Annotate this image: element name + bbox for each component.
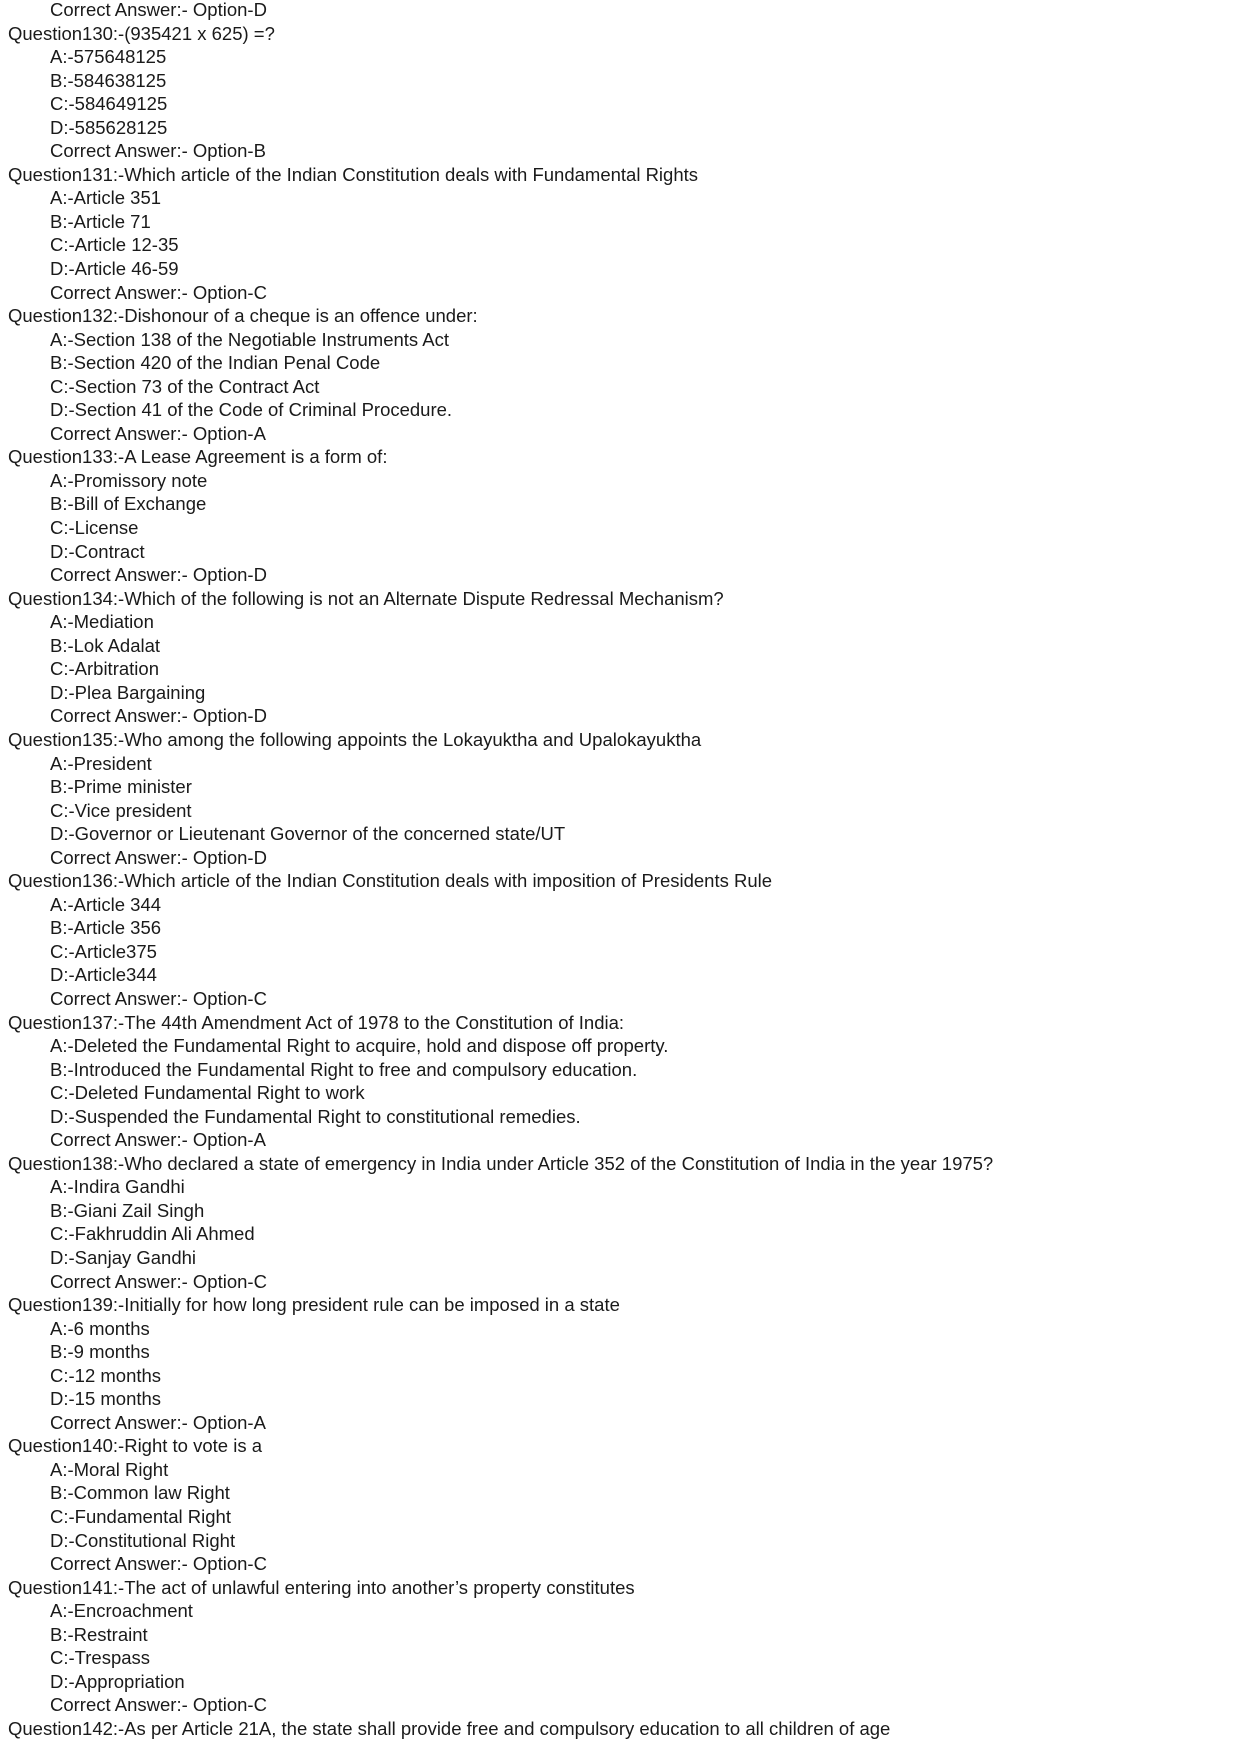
previous-correct-answer: Correct Answer:- Option-D (50, 0, 267, 20)
question-text: Question132:-Dishonour of a cheque is an offence under: (8, 305, 478, 327)
option-c: C:-Trespass (50, 1647, 151, 1669)
option-a: A:-Moral Right (50, 1458, 169, 1480)
option-d: D:-Constitutional Right (50, 1529, 236, 1551)
question-block (8, 869, 1228, 1010)
question-text: Question137:-The 44th Amendment Act of 1978 to the Constitution of India: (8, 1011, 625, 1033)
option-a: A:-575648125 (50, 46, 167, 68)
correct-answer: Correct Answer:- Option-B (50, 140, 266, 162)
option-b: B:-Bill of Exchange (50, 493, 207, 515)
option-d: D:-Article344 (50, 964, 157, 986)
option-c: C:-Deleted Fundamental Right to work (50, 1082, 365, 1104)
question-block (8, 1434, 1228, 1575)
option-d: D:-Section 41 of the Code of Criminal Procedure. (50, 399, 453, 421)
option-c: C:-584649125 (50, 93, 168, 115)
question-text: Question138:-Who declared a state of emergency in India under Article 352 of the Constitution of India in the year 1975? (8, 1152, 994, 1174)
correct-answer: Correct Answer:- Option-C (50, 281, 267, 303)
question-block (8, 728, 1228, 869)
correct-answer: Correct Answer:- Option-D (50, 705, 267, 727)
question-block (8, 163, 1228, 304)
option-c: C:-Article 12-35 (50, 234, 179, 256)
option-d: D:-Sanjay Gandhi (50, 1246, 197, 1268)
correct-answer: Correct Answer:- Option-C (50, 1694, 267, 1716)
question-text: Question134:-Which of the following is not an Alternate Dispute Redressal Mechanism? (8, 587, 724, 609)
correct-answer: Correct Answer:- Option-A (50, 1411, 266, 1433)
option-d: D:-Appropriation (50, 1670, 185, 1692)
option-b: B:-Section 420 of the Indian Penal Code (50, 352, 381, 374)
question-block (8, 445, 1228, 586)
question-text: Question140:-Right to vote is a (8, 1435, 263, 1457)
option-a: A:-Promissory note (50, 469, 208, 491)
question-block (8, 22, 1228, 163)
option-a: A:-Encroachment (50, 1600, 193, 1622)
question-text: Question142:-As per Article 21A, the state shall provide free and compulsory education to all children of age (8, 1717, 891, 1739)
option-a: A:-6 months (50, 1317, 150, 1339)
question-block (8, 1293, 1228, 1434)
option-d: D:-Plea Bargaining (50, 681, 206, 703)
option-c: C:-Article375 (50, 940, 157, 962)
option-c: C:-12 months (50, 1364, 162, 1386)
question-text: Question131:-Which article of the Indian Constitution deals with Fundamental Rights (8, 163, 699, 185)
question-block (8, 304, 1228, 445)
option-c: C:-Section 73 of the Contract Act (50, 375, 320, 397)
option-d: D:-Governor or Lieutenant Governor of the concerned state/UT (50, 823, 566, 845)
option-b: B:-Lok Adalat (50, 634, 161, 656)
option-b: B:-Restraint (50, 1623, 148, 1645)
question-block (8, 1576, 1228, 1717)
option-a: A:-Deleted the Fundamental Right to acquire, hold and dispose off property. (50, 1035, 669, 1057)
option-a: A:-Article 351 (50, 187, 162, 209)
option-d: D:-Contract (50, 540, 145, 562)
option-d: D:-585628125 (50, 116, 168, 138)
correct-answer: Correct Answer:- Option-C (50, 987, 267, 1009)
option-b: B:-Prime minister (50, 776, 192, 798)
option-a: A:-President (50, 752, 152, 774)
option-b: B:-Giani Zail Singh (50, 1199, 205, 1221)
correct-answer: Correct Answer:- Option-D (50, 846, 267, 868)
question-text: Question130:-(935421 x 625) =? (8, 22, 275, 44)
option-b: B:-Article 71 (50, 210, 151, 232)
correct-answer: Correct Answer:- Option-C (50, 1553, 267, 1575)
option-b: B:-Article 356 (50, 917, 162, 939)
question-block (8, 1011, 1228, 1152)
question-text: Question133:-A Lease Agreement is a form of: (8, 446, 388, 468)
option-a: A:-Section 138 of the Negotiable Instruments Act (50, 328, 450, 350)
option-c: C:-Fundamental Right (50, 1506, 231, 1527)
option-b: B:-Common law Right (50, 1482, 230, 1504)
question-text: Question136:-Which article of the Indian Constitution deals with imposition of Presidents Rule (8, 870, 773, 892)
option-d: D:-15 months (50, 1388, 162, 1410)
option-b: B:-9 months (50, 1341, 150, 1363)
correct-answer: Correct Answer:- Option-A (50, 422, 266, 444)
option-a: A:-Indira Gandhi (50, 1176, 185, 1198)
question-document (8, 0, 1228, 1740)
correct-answer: Correct Answer:- Option-D (50, 564, 267, 586)
question-block (8, 1152, 1228, 1293)
option-a: A:-Mediation (50, 611, 154, 633)
option-c: C:-Arbitration (50, 658, 159, 680)
option-d: D:-Article 46-59 (50, 258, 179, 280)
question-list (8, 22, 1228, 1717)
option-c: C:-Vice president (50, 799, 192, 821)
option-a: A:-Article 344 (50, 893, 162, 915)
question-text: Question139:-Initially for how long president rule can be imposed in a state (8, 1294, 620, 1316)
correct-answer: Correct Answer:- Option-A (50, 1129, 266, 1151)
question-text: Question141:-The act of unlawful entering into another’s property constitutes (8, 1576, 635, 1598)
option-d: D:-Suspended the Fundamental Right to constitutional remedies. (50, 1105, 581, 1127)
option-c: C:-License (50, 517, 139, 539)
question-block (8, 587, 1228, 728)
option-b: B:-584638125 (50, 69, 167, 91)
correct-answer: Correct Answer:- Option-C (50, 1270, 267, 1292)
question-text: Question135:-Who among the following appoints the Lokayuktha and Upalokayuktha (8, 728, 702, 750)
option-b: B:-Introduced the Fundamental Right to free and compulsory education. (50, 1058, 638, 1080)
option-c: C:-Fakhruddin Ali Ahmed (50, 1223, 255, 1245)
